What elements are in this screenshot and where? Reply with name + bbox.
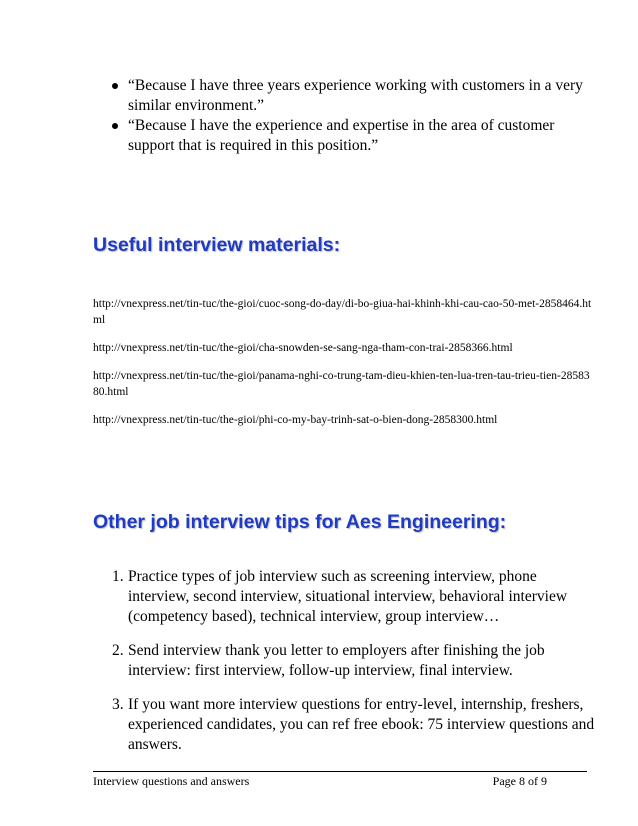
bullet-item (100, 76, 590, 116)
quote-bullet-list (100, 76, 590, 156)
tip-text: If you want more interview questions for entry-level, internship, freshers, experienced candidates, you can ref free ebook: 75 interview questions and answers. (128, 696, 595, 753)
material-link[interactable]: http://vnexpress.net/tin-tuc/the-gioi/panama-nghi-co-trung-tam-dieu-khien-ten-lua-tren-tau-trieu-tien-2858380.html (93, 370, 590, 398)
other-tips-heading: Other job interview tips for Aes Engineering: (93, 511, 507, 533)
bullet-item (100, 116, 590, 156)
tip-item (100, 567, 595, 627)
materials-link-list (93, 296, 593, 440)
bullet-dot-icon (112, 83, 118, 89)
page-number: Page 8 of 9 (492, 774, 547, 788)
tip-item (100, 695, 595, 755)
footer-title: Interview questions and answers (93, 774, 250, 788)
material-link[interactable]: http://vnexpress.net/tin-tuc/the-gioi/phi-co-my-bay-trinh-sat-o-bien-dong-2858300.html (93, 414, 498, 426)
tip-number: 3. (112, 696, 124, 713)
tip-number: 1. (112, 568, 124, 585)
tip-item (100, 641, 595, 681)
bullet-text: “Because I have the experience and expertise in the area of customer support that is required in this position.” (128, 117, 555, 154)
material-link[interactable]: http://vnexpress.net/tin-tuc/the-gioi/cha-snowden-se-sang-nga-tham-con-trai-2858366.html (93, 342, 513, 354)
tip-text: Practice types of job interview such as screening interview, phone interview, second interview, situational interview, behavioral interview (competency based), technical interview, group interview… (128, 568, 568, 625)
tip-text: Send interview thank you letter to employers after finishing the job interview: first interview, follow-up interview, final interview. (128, 642, 545, 679)
bullet-dot-icon (112, 123, 118, 129)
material-link[interactable]: http://vnexpress.net/tin-tuc/the-gioi/cuoc-song-do-day/di-bo-giua-hai-khinh-khi-cau-cao-50-met-2858464.html (93, 298, 592, 326)
tip-number: 2. (112, 642, 124, 659)
useful-materials-heading: Useful interview materials: (93, 234, 341, 256)
bullet-text: “Because I have three years experience working with customers in a very similar environment.” (128, 77, 583, 114)
tips-list (100, 567, 595, 769)
page-footer (93, 771, 587, 790)
